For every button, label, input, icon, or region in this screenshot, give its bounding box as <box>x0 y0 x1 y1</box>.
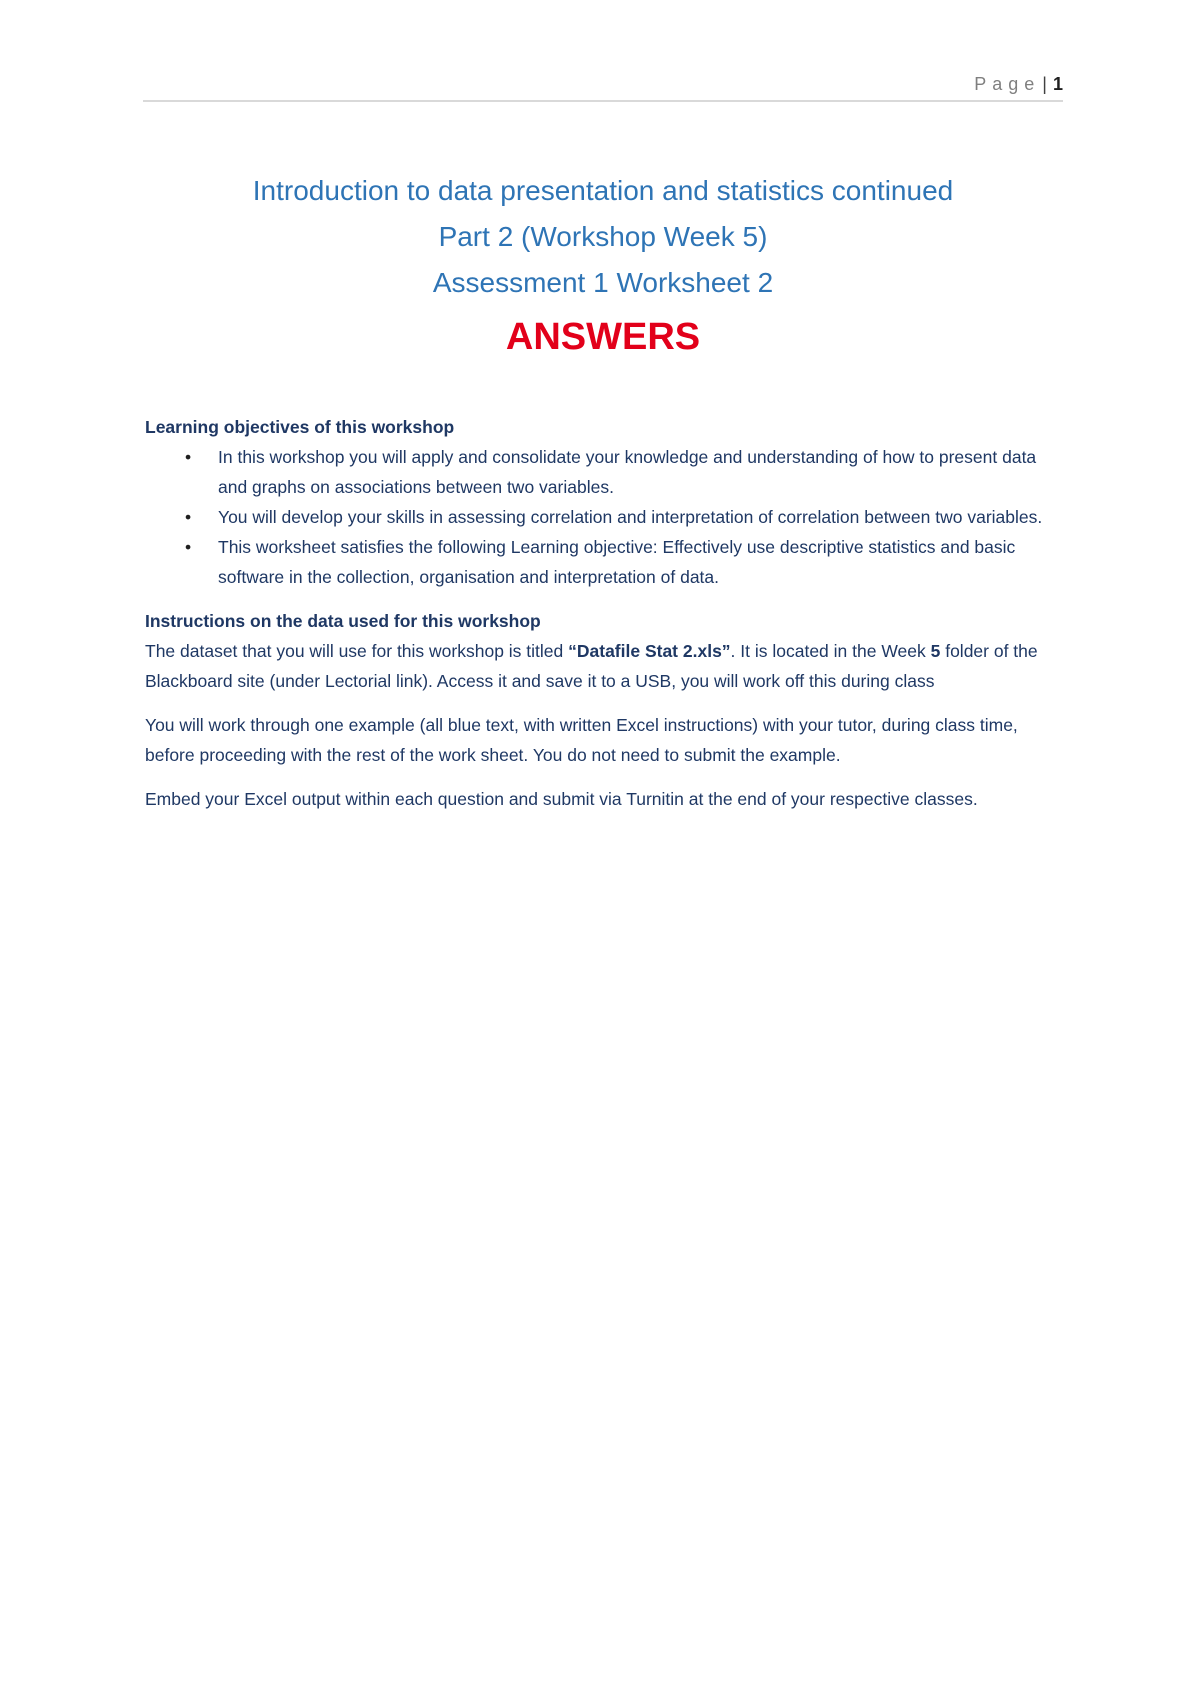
instructions-paragraph-submit: Embed your Excel output within each question and submit via Turnitin at the end of your respective classes. <box>145 789 978 809</box>
bullet-icon: • <box>185 447 192 467</box>
bullet-icon: • <box>185 507 192 527</box>
dataset-text-after: folder of the Blackboard site (under Lectorial link). Access it and save it to a USB, you will work off this during class <box>145 641 1038 691</box>
list-item-text: This worksheet satisfies the following Learning objective: Effectively use descriptive statistics and basic software in the collection, organisation and interpretation of data. <box>218 537 1016 587</box>
document-subtitle-part: Part 2 (Workshop Week 5) <box>438 221 768 252</box>
list-item-text: You will develop your skills in assessing correlation and interpretation of correlation between two variables. <box>218 507 1043 527</box>
document-body <box>145 412 1065 828</box>
dataset-text-middle: . It is located in the Week <box>730 641 931 661</box>
dataset-filename: “Datafile Stat 2.xls” <box>568 641 731 661</box>
learning-objectives-list <box>145 442 1065 592</box>
page-header <box>143 72 1063 102</box>
dataset-text-before: The dataset that you will use for this workshop is titled <box>145 641 569 661</box>
instructions-paragraph-dataset <box>145 636 1065 696</box>
page-indicator <box>974 74 1063 95</box>
learning-objectives-heading: Learning objectives of this workshop <box>145 417 455 437</box>
answers-heading: ANSWERS <box>505 316 701 358</box>
bullet-icon: • <box>185 537 192 557</box>
dataset-week-number: 5 <box>930 641 941 661</box>
document-title: Introduction to data presentation and statistics continued <box>252 175 954 206</box>
document-title-block <box>143 168 1063 366</box>
document-subtitle-assessment: Assessment 1 Worksheet 2 <box>432 267 774 298</box>
page-separator: | <box>1042 74 1047 94</box>
list-item <box>145 532 1065 592</box>
page-label-text: Page <box>974 74 1041 94</box>
list-item-text: In this workshop you will apply and consolidate your knowledge and understanding of how to present data and graphs on associations between two variables. <box>218 447 1037 497</box>
instructions-paragraph-example: You will work through one example (all blue text, with written Excel instructions) with your tutor, during class time, before proceeding with the rest of the work sheet. You do not need to submit the example. <box>145 715 1018 765</box>
list-item <box>145 442 1065 502</box>
list-item <box>145 502 1065 532</box>
page-number: 1 <box>1052 74 1063 94</box>
instructions-heading: Instructions on the data used for this workshop <box>145 611 541 631</box>
